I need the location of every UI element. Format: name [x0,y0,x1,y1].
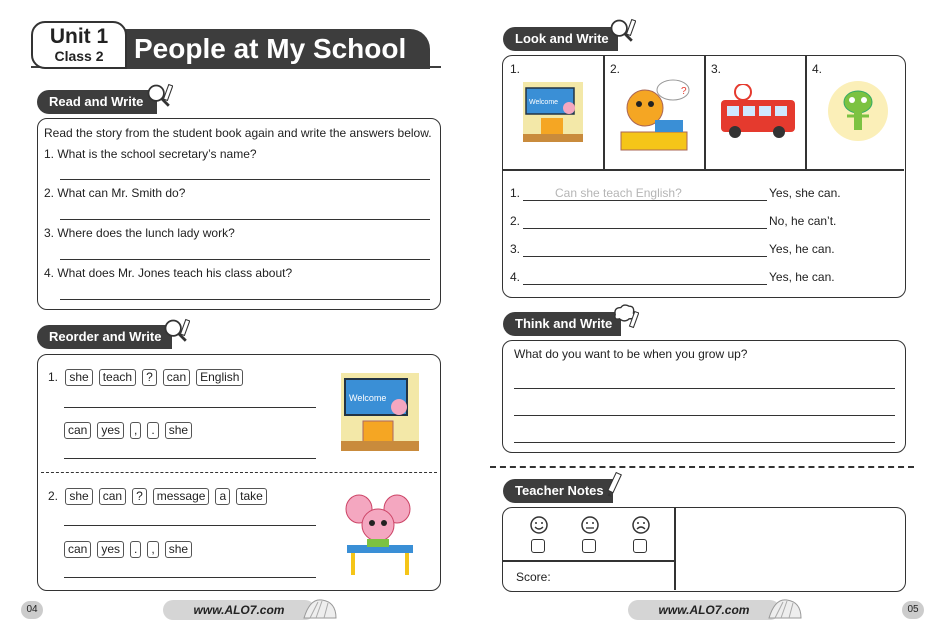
look-row-answer-2: No, he can’t. [769,214,837,228]
word-tile: can [64,541,91,558]
look-answer-line-3[interactable] [523,256,767,257]
look-row-num-1: 1. [510,186,521,200]
notes-divider [674,508,676,590]
red-bus-image [717,84,797,140]
seashell-icon [765,596,805,622]
grid-divider [603,56,605,170]
mouse-at-desk-image [343,493,421,577]
happy-checkbox[interactable] [531,539,545,553]
notes-divider [503,560,675,562]
look-write-heading: Look and Write [503,27,618,51]
grid-divider [704,56,706,170]
look-row-answer-1: Yes, she can. [769,186,841,200]
word-tile: can [64,422,91,439]
unit-tab [31,21,127,69]
reorder-answer-line[interactable] [64,407,316,408]
dashed-divider [41,472,437,473]
read-write-heading: Read and Write [37,90,157,114]
reorder-write-heading: Reorder and Write [37,325,172,349]
page-number-left: 04 [21,601,43,619]
word-tile: . [130,541,141,558]
welcome-desk-image [341,373,419,451]
rw-answer-line-3[interactable] [60,259,430,260]
picture-label-1: 1. [510,62,521,76]
word-tile: ? [142,369,157,386]
look-row-answer-3: Yes, he can. [769,242,835,256]
reorder-write-box [37,354,441,591]
picture-label-2: 2. [610,62,621,76]
magnifier-pencil-icon [608,17,636,45]
neutral-face-icon [581,516,599,534]
think-write-box [502,340,906,453]
thought-cloud-pencil-icon [611,302,639,330]
word-tile: can [163,369,190,386]
page-title: People at My School [110,29,430,69]
reorder-num-2: 2. [48,489,59,503]
read-write-box [37,118,441,310]
picture-label-3: 3. [711,62,722,76]
reorder-answer-line[interactable] [64,525,316,526]
sad-checkbox[interactable] [633,539,647,553]
grid-divider [805,56,807,170]
green-frog-image [827,80,889,142]
word-tile: take [236,488,267,505]
word-tile: she [65,488,92,505]
rw-question-2: 2. What can Mr. Smith do? [44,186,186,200]
look-row-num-3: 3. [510,242,521,256]
word-tile: , [147,541,158,558]
orange-creature-reading-image [615,74,695,154]
score-label: Score: [516,570,551,584]
magnifier-pencil-icon [145,82,173,110]
neutral-checkbox[interactable] [582,539,596,553]
pencil-icon [602,470,630,498]
look-write-box [502,55,906,298]
reorder-question-2 [48,488,273,505]
word-tile: a [215,488,230,505]
word-tile: teach [99,369,136,386]
word-tile: she [65,369,92,386]
page-number-right: 05 [902,601,924,619]
reorder-question-1 [48,369,249,386]
footer-url-left[interactable]: www.ALO7.com [163,600,315,620]
look-row-num-4: 4. [510,270,521,284]
rw-answer-line-2[interactable] [60,219,430,220]
word-tile: can [99,488,126,505]
welcome-sign-text: Welcome [349,393,387,403]
reorder-answer-words-1 [64,421,198,439]
magnifier-pencil-icon [162,317,190,345]
teacher-notes-box [502,507,906,592]
section-divider [490,466,914,468]
word-tile: she [165,541,192,558]
look-row-example: Can she teach English? [555,186,682,200]
reorder-answer-words-2 [64,540,198,558]
welcome-sign-text: Welcome [529,99,559,106]
seashell-icon [300,596,340,622]
picture-label-4: 4. [812,62,823,76]
footer-url-right[interactable]: www.ALO7.com [628,600,780,620]
rw-question-4: 4. What does Mr. Jones teach his class about? [44,266,293,280]
reorder-num-1: 1. [48,370,59,384]
rw-question-1: 1. What is the school secretary’s name? [44,147,257,161]
class-label: Class 2 [54,48,104,64]
think-answer-line-2[interactable] [514,415,895,416]
look-row-answer-4: Yes, he can. [769,270,835,284]
sad-face-icon [632,516,650,534]
happy-face-icon [530,516,548,534]
unit-label: Unit 1 [49,25,109,48]
think-write-question: What do you want to be when you grow up? [514,347,748,361]
word-tile: . [147,422,158,439]
welcome-desk-image [523,82,583,142]
reorder-answer-line[interactable] [64,458,316,459]
word-tile: English [196,369,243,386]
reorder-answer-line[interactable] [64,577,316,578]
look-answer-line-4[interactable] [523,284,767,285]
read-write-instruction: Read the story from the student book again and write the answers below. [44,126,432,140]
word-tile: yes [97,422,124,439]
teacher-notes-heading: Teacher Notes [503,479,613,503]
word-tile: message [153,488,210,505]
rw-question-3: 3. Where does the lunch lady work? [44,226,235,240]
think-answer-line-1[interactable] [514,388,895,389]
look-answer-line-1[interactable] [523,200,767,201]
svg-text:?: ? [681,86,687,97]
word-tile: ? [132,488,147,505]
think-answer-line-3[interactable] [514,442,895,443]
rw-answer-line-1[interactable] [60,179,430,180]
word-tile: yes [97,541,124,558]
think-write-heading: Think and Write [503,312,621,336]
look-row-num-2: 2. [510,214,521,228]
look-answer-line-2[interactable] [523,228,767,229]
rw-answer-line-4[interactable] [60,299,430,300]
word-tile: , [130,422,141,439]
word-tile: she [165,422,192,439]
grid-divider [503,169,904,171]
